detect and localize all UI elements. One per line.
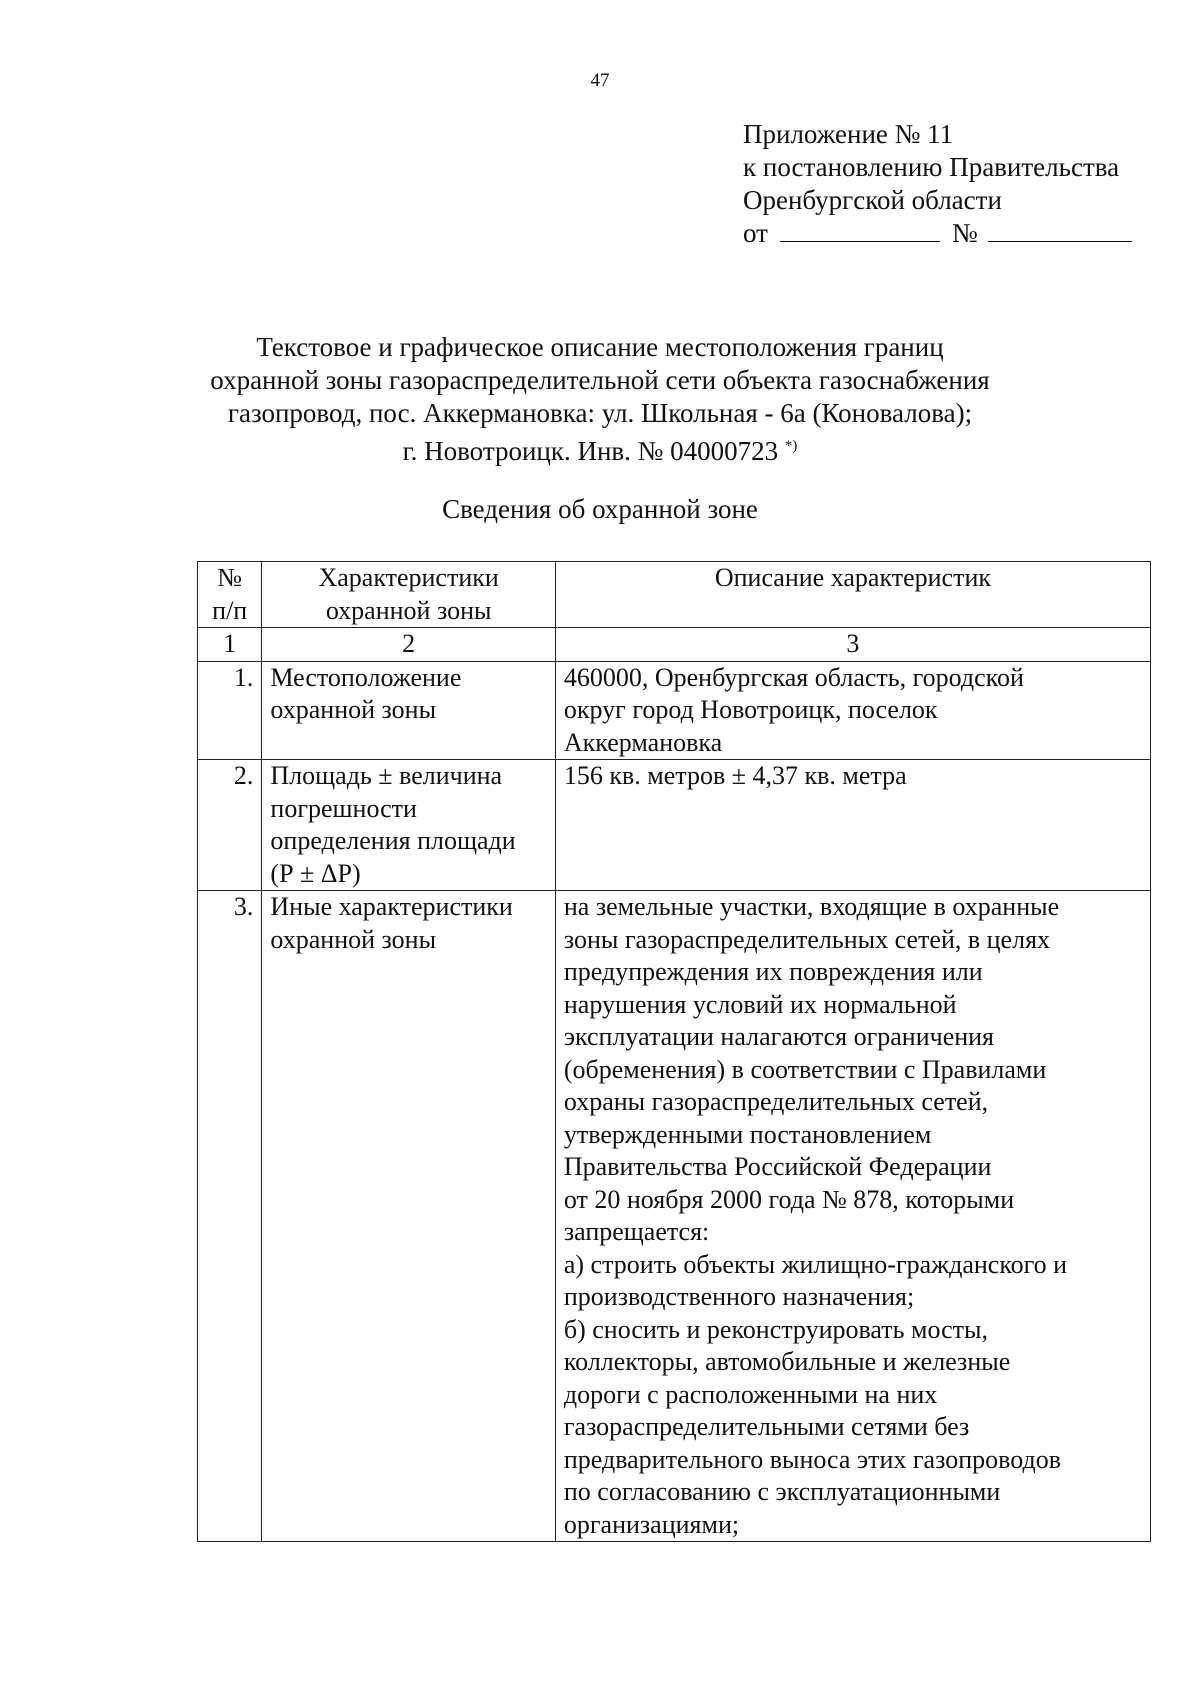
table-header-row xyxy=(198,562,1151,628)
table-row xyxy=(198,760,1151,891)
title-line-1: Текстовое и графическое описание местоположения границ xyxy=(256,332,944,362)
section-subtitle: Сведения об охранной зоне xyxy=(442,494,758,524)
table-row xyxy=(198,891,1151,1542)
appendix-date-number-line xyxy=(743,217,1132,250)
numbering-cell-2: 2 xyxy=(262,628,555,662)
row-characteristic: Площадь ± величина погрешности определения площади (Р ± ΔР) xyxy=(262,760,555,891)
zone-info-table xyxy=(197,561,1151,1542)
title-line-4 xyxy=(0,430,1200,468)
title-line-2: охранной зоны газораспределительной сети объекта газоснабжения xyxy=(210,365,990,395)
appendix-title: Приложение № 11 xyxy=(743,119,954,149)
row-description: 460000, Оренбургская область, городской округ город Новотроицк, поселок Аккермановка xyxy=(555,661,1150,760)
title-line-4-text: г. Новотроицк. Инв. № 04000723 xyxy=(402,436,779,466)
row-number: 2. xyxy=(198,760,262,891)
table-numbering-row xyxy=(198,628,1151,662)
row-number: 3. xyxy=(198,891,262,1542)
title-line-3: газопровод, пос. Аккермановка: ул. Школьная - 6а (Коновалова); xyxy=(227,398,973,428)
date-blank xyxy=(780,217,940,242)
numbering-cell-1: 1 xyxy=(198,628,262,662)
header-number: № п/п xyxy=(198,562,262,628)
header-characteristic: Характеристики охранной зоны xyxy=(262,562,555,628)
row-number: 1. xyxy=(198,661,262,760)
appendix-resolution-line: к постановлению Правительства xyxy=(743,152,1120,182)
row-description: 156 кв. метров ± 4,37 кв. метра xyxy=(555,760,1150,891)
table-row xyxy=(198,661,1151,760)
from-label: от xyxy=(743,218,768,248)
footnote-mark: *) xyxy=(784,438,798,454)
appendix-block xyxy=(743,118,1132,250)
number-label: № xyxy=(951,218,978,248)
row-characteristic: Местоположение охранной зоны xyxy=(262,661,555,760)
document-title xyxy=(0,331,1200,468)
appendix-region-line: Оренбургской области xyxy=(743,185,1002,215)
row-description: на земельные участки, входящие в охранные зоны газораспределительных сетей, в целях предупреждения их повреждения или нарушения условий их нормальной эксплуатации налагаются ограничения (обременения) в соответствии с Правилами охраны газораспределительных сетей, утвержденными постановлением Правительства Российской Федерации от 20 ноября 2000 года № 878, которыми запрещается: а) строить объекты жилищно-гражданского и производственного назначения; б) сносить и реконструировать мосты, коллекторы, автомобильные и железные дороги с расположенными на них газораспределительными сетями без предварительного выноса этих газопроводов по согласованию с эксплуатационными организациями; xyxy=(555,891,1150,1542)
header-description: Описание характеристик xyxy=(555,562,1150,628)
row-characteristic: Иные характеристики охранной зоны xyxy=(262,891,555,1542)
numbering-cell-3: 3 xyxy=(555,628,1150,662)
number-blank xyxy=(988,217,1132,242)
page-number: 47 xyxy=(590,70,610,91)
